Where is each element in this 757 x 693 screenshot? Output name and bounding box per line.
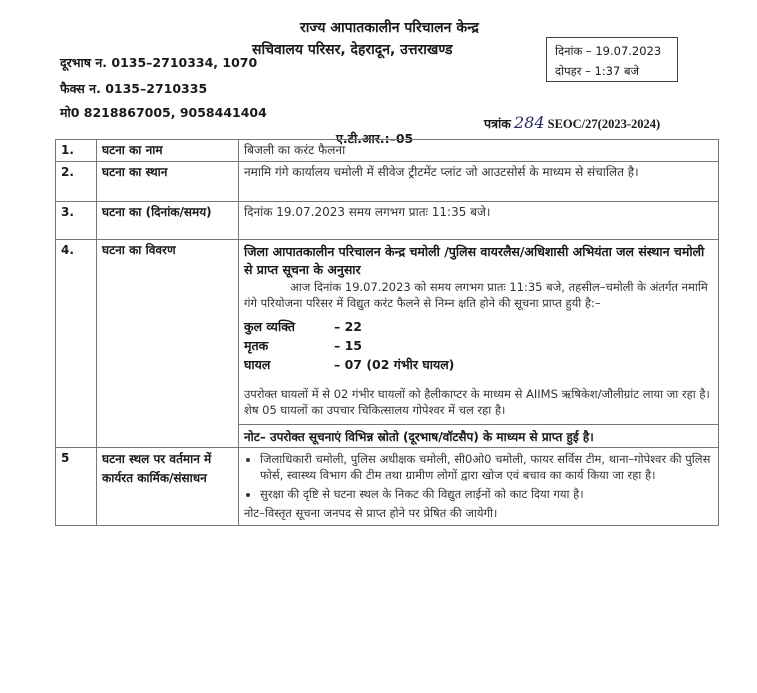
- report-time: दोपहर – 1:37 बजे: [555, 64, 640, 78]
- row-number: 1.: [56, 140, 97, 162]
- row-number: 4.: [56, 240, 97, 448]
- stat-value: – 07 (02 गंभीर घायल): [334, 357, 455, 372]
- table-row: [56, 448, 719, 526]
- casualty-stats: [244, 317, 713, 374]
- row-label: घटना का नाम: [97, 140, 239, 162]
- date-time-box: [546, 37, 678, 82]
- table-row: [56, 140, 719, 162]
- row-label: घटना का स्थान: [97, 162, 239, 202]
- row-label: घटना का विवरण: [97, 240, 239, 448]
- row-number: 2.: [56, 162, 97, 202]
- table-row: [56, 162, 719, 202]
- reference-code: SEOC/27(2023-2024): [547, 117, 661, 131]
- stat-value: – 15: [334, 338, 362, 353]
- row-number: 3.: [56, 202, 97, 240]
- source-note: नोट– उपरोक्त सूचनाएं विभिन्न स्रोतो (दूरभाष/वॉटसैप) के माध्यम से प्राप्त हुई है।: [239, 424, 718, 447]
- incident-description: आज दिनांक 19.07.2023 को समय लगभग प्रातः 11:35 बजे, तहसील–चमोली के अंतर्गत नमामि गंगे परियोजना परिसर में विद्युत करंट फैलने से निम्न क्षति होने की सूचना प्राप्त हुयी है:–: [244, 280, 708, 310]
- reference-prefix: पत्रांक: [484, 117, 511, 131]
- stat-label: मृतक: [244, 338, 269, 353]
- incident-name: बिजली का करंट फैलना: [239, 140, 719, 162]
- incident-location: नमामि गंगे कार्यालय चमोली में सीवेज ट्रीटमेंट प्लांट जो आउटसोर्स के माध्यम से संचालित है।: [239, 162, 719, 202]
- list-item: • जिलाधिकारी चमोली, पुलिस अधीक्षक चमोली, सी0ओ0 चमोली, फायर सर्विस टीम, थाना–गोपेश्वर की पुलिस फोर्स, स्वास्थ्य विभाग की टीम तथा ग्रामीण लोगों द्वारा खोज एवं बचाव का कार्य किया जा रहा है।: [260, 451, 713, 483]
- office-title: राज्य आपातकालीन परिचालन केन्द्र: [300, 20, 479, 36]
- mobile-number: मो0 8218867005, 9058441404: [60, 105, 267, 120]
- incident-datetime: दिनांक 19.07.2023 समय लगभग प्रातः 11:35 बजे।: [239, 202, 719, 240]
- followup-note: नोट–विस्तृत सूचना जनपद से प्राप्त होने पर प्रेषित की जायेगी।: [244, 506, 498, 520]
- incident-report-table: [55, 139, 719, 526]
- table-row: [56, 240, 719, 448]
- office-address: सचिवालय परिसर, देहरादून, उत्तराखण्ड: [252, 42, 453, 58]
- fax-number: फैक्स न. 0135–2710335: [60, 81, 208, 96]
- incident-details: [239, 240, 719, 448]
- resources-list: [244, 451, 713, 502]
- phone-number: दूरभाष न. 0135–2710334, 1070: [60, 55, 258, 70]
- stat-injured: [244, 355, 713, 374]
- atr-number: ए.टी.आर.:–05: [336, 131, 414, 146]
- stat-label: कुल व्यक्ति: [244, 319, 296, 334]
- row-number: 5: [56, 448, 97, 526]
- report-date: दिनांक – 19.07.2023: [555, 44, 662, 58]
- row-label: घटना स्थल पर वर्तमान में कार्यरत कार्मिक/संसाधन: [97, 448, 239, 526]
- stat-label: घायल: [244, 357, 271, 372]
- reference-handwritten-number: 284: [513, 113, 545, 132]
- reference-number: [484, 113, 660, 132]
- stat-value: – 22: [334, 319, 362, 334]
- information-source: जिला आपातकालीन परिचालन केन्द्र चमोली /पुलिस वायरलैस/अधिशासी अभियंता जल संस्थान चमोली से प्राप्त सूचना के अनुसार: [244, 244, 705, 277]
- table-row: [56, 202, 719, 240]
- row-label: घटना का (दिनांक/समय): [97, 202, 239, 240]
- list-item: • सुरक्षा की दृष्टि से घटना स्थल के निकट की विद्युत लाईनों को काट दिया गया है।: [260, 486, 713, 502]
- stat-total: [244, 317, 713, 336]
- injured-treatment: उपरोक्त घायलों में से 02 गंभीर घायलों को हैलीकाप्टर के माध्यम से AIIMS ऋषिकेश/जौलीग्रांट लाया जा रहा है। शेष 05 घायलों का उपचार चिकित्सालय गोपेश्वर में चल रहा है।: [244, 387, 710, 417]
- deployed-resources: [239, 448, 719, 526]
- stat-dead: [244, 336, 713, 355]
